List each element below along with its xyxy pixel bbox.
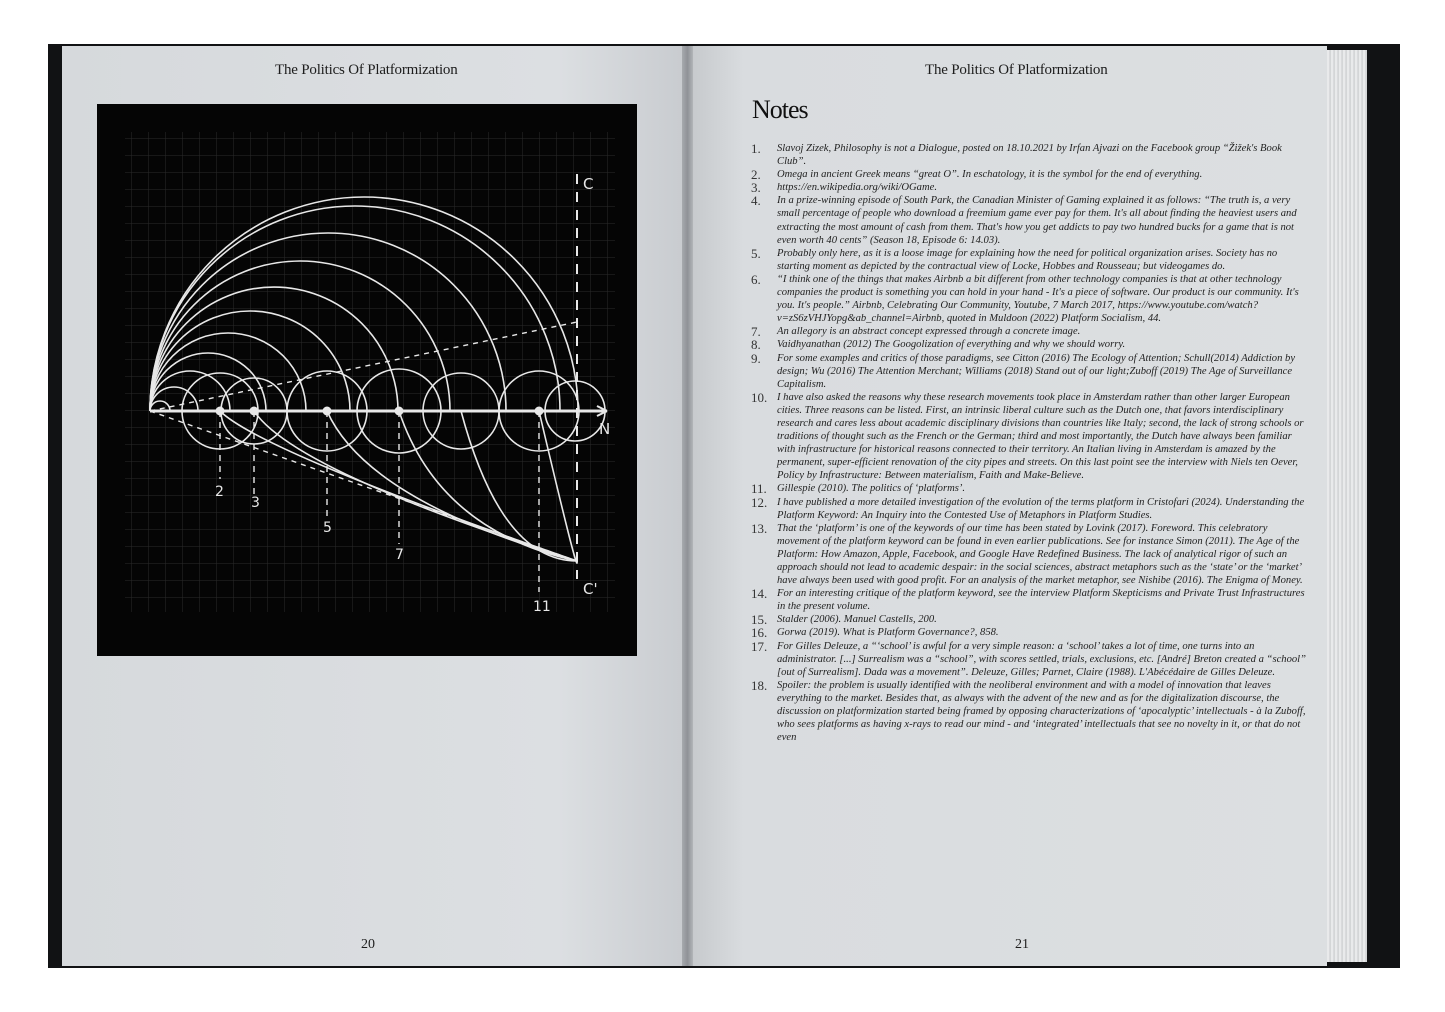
note-number: 15. bbox=[751, 612, 768, 628]
note-number: 9. bbox=[751, 350, 761, 366]
figure-label: 5 bbox=[323, 520, 332, 536]
note-item bbox=[751, 613, 1311, 626]
left-page-number: 20 bbox=[361, 937, 375, 952]
note-item bbox=[751, 168, 1311, 181]
note-number: 4. bbox=[751, 193, 761, 209]
note-text: Gorwa (2019). What is Platform Governance?, 858. bbox=[777, 627, 999, 639]
note-item bbox=[751, 626, 1311, 639]
note-number: 16. bbox=[751, 625, 768, 641]
note-text: For some examples and critics of those paradigms, see Citton (2016) The Ecology of Attention; Schull(2014) Addiction by design; Wu (2016) The Attention Merchant; Williams (2018) Stand out of our light;Zuboff (2019) The Age of Surveillance Capitalism. bbox=[777, 352, 1296, 390]
note-text: In a prize-winning episode of South Park, the Canadian Minister of Gaming explained it as follows: “The truth is, a very small percentage of people who download a freemium game ever pay for them. It's all about finding the heaviest users and extracting the most amount of cash from them. That's how you get addicts to pay two hundred bucks for a game that is not even worth 40 cents” (Season 18, Episode 6: 14.03). bbox=[777, 195, 1297, 246]
book-gutter bbox=[682, 46, 693, 966]
note-text: I have also asked the reasons why these research movements took place in Amsterdam rather than other larger European cities. Three reasons can be listed. First, an intrinsic liberal culture such as the Dutch one, that favors interdisciplinary research and cares less about academic disciplinary divisions than countries like Italy; second, the lack of strong schools or traditions of thought such as the French or the German; third and most importantly, the Dutch have always been familiar with infrastructure for historical reasons connected to their territory. An Italian living in Amsterdam is amazed by the permanent, super-efficient renovation of the city pipes and streets. On this last point see the interview with Niels ten Oever, Policy by Infrastructure: Between materialism, Faith and Make-Believe. bbox=[777, 391, 1304, 482]
figure-label: 2 bbox=[215, 484, 224, 500]
figure-label: C' bbox=[583, 580, 598, 598]
note-item bbox=[751, 391, 1311, 483]
note-number: 7. bbox=[751, 324, 761, 340]
note-text: Gillespie (2010). The politics of ‘platforms’. bbox=[777, 483, 966, 495]
left-running-head: The Politics Of Platformization bbox=[275, 62, 458, 78]
figure-label: C bbox=[583, 175, 594, 193]
note-number: 8. bbox=[751, 337, 761, 353]
note-text: For an interesting critique of the platform keyword, see the interview Platform Skepticisms and Private Trust Infrastructures in the present volume. bbox=[777, 588, 1305, 613]
note-item bbox=[751, 587, 1311, 613]
note-text: For Gilles Deleuze, a “‘school’ is awful for a very simple reason: a ‘school’ takes a lot of time, one turns into an administrator. [...] Surrealism was a “school”, with scores settled, trials, exclusions, etc. [André] Breton created a “school” [out of Surrealism]. Dada was a movement”. Deleuze, Gilles; Parnet, Claire (1988). L'Abécédaire de Gilles Deleuze. bbox=[777, 640, 1306, 678]
note-item bbox=[751, 325, 1311, 338]
note-item bbox=[751, 194, 1311, 246]
notes-heading: Notes bbox=[752, 95, 808, 124]
note-text: Vaidhyanathan (2012) The Googolization of everything and why we should worry. bbox=[777, 339, 1126, 351]
note-text: An allegory is an abstract concept expressed through a concrete image. bbox=[777, 326, 1081, 338]
note-number: 5. bbox=[751, 245, 761, 261]
note-text: Omega in ancient Greek means “great O”. In eschatology, it is the symbol for the end of everything. bbox=[777, 169, 1203, 181]
note-item bbox=[751, 181, 1311, 194]
note-number: 18. bbox=[751, 677, 768, 693]
note-item bbox=[751, 679, 1311, 744]
figure-label: 7 bbox=[395, 547, 404, 563]
note-text: Probably only here, as it is a loose image for explaining how the need for political organization arises. Society has no starting moment as depicted by the contractual view of Locke, Hobbes and Rousseau; but videogames do. bbox=[777, 247, 1278, 272]
geometric-diagram bbox=[97, 104, 637, 656]
note-number: 2. bbox=[751, 167, 761, 183]
note-item bbox=[751, 247, 1311, 273]
note-item bbox=[751, 352, 1311, 391]
note-item bbox=[751, 522, 1311, 587]
note-item bbox=[751, 142, 1311, 168]
note-number: 6. bbox=[751, 271, 761, 287]
notes-list bbox=[751, 142, 1311, 744]
note-item bbox=[751, 273, 1311, 325]
note-item bbox=[751, 496, 1311, 522]
note-item bbox=[751, 482, 1311, 495]
note-number: 17. bbox=[751, 638, 768, 654]
note-number: 13. bbox=[751, 520, 768, 536]
figure-label: 3 bbox=[251, 495, 260, 511]
chalkboard-figure bbox=[97, 104, 637, 656]
figure-label: 11 bbox=[533, 599, 551, 615]
right-page-number: 21 bbox=[1015, 937, 1029, 952]
figure-label: N bbox=[599, 420, 611, 438]
note-text: Spoiler: the problem is usually identified with the neoliberal environment and with a model of innovation that leaves everything to the market. Besides that, as always with the advent of the new and as for the digitalization discourse, the discussion on platformization started being framed by opposing characterizations of ‘apocalyptic’ intellectuals - à la Zuboff, who sees platforms as having x-rays to read our mind - and ‘integrated’ intellectuals that see no novelty in it, or that do not even bbox=[777, 679, 1306, 744]
note-number: 10. bbox=[751, 389, 768, 405]
note-number: 3. bbox=[751, 180, 761, 196]
note-text: Stalder (2006). Manuel Castells, 200. bbox=[777, 614, 937, 626]
note-number: 11. bbox=[751, 481, 767, 497]
note-item bbox=[751, 338, 1311, 351]
page-edges bbox=[1327, 50, 1367, 962]
note-text: “I think one of the things that makes Airbnb a bit different from other technology companies is that at other technology companies the product is something you can hold in your hand - It's a piece of software. Our product is our community. It's you. It's people.” Airbnb, Celebrating Our Community, Youtube, 7 March 2017, https://www.youtube.com/watch?v=zS6zVHJYopg&ab_channel=Airbnb, quoted in Muldoon (2022) Platform Socialism, 44. bbox=[777, 273, 1299, 325]
note-item bbox=[751, 640, 1311, 679]
note-text: That the ‘platform’ is one of the keywords of our time has been stated by Lovink (2017). Foreword. This celebratory movement of the platform keyword can be found in even earlier publications. See for instance Simon (2011). The Age of the Platform: How Amazon, Apple, Facebook, and Google Have Redefined Business. The lack of analytical rigor of such an approach should not lead to academic despair: in the social sciences, abstract metaphors such as the ‘state’ or the ‘market’ have always been used with good profit. For an analysis of the market metaphor, see Nishibe (2016). The Enigma of Money. bbox=[777, 522, 1303, 587]
note-number: 12. bbox=[751, 494, 768, 510]
note-number: 1. bbox=[751, 141, 761, 156]
note-text: https://en.wikipedia.org/wiki/OGame. bbox=[777, 182, 937, 194]
right-running-head: The Politics Of Platformization bbox=[925, 62, 1108, 78]
note-number: 14. bbox=[751, 586, 768, 602]
note-text: I have published a more detailed investigation of the evolution of the terms platform in Cristofari (2024). Understanding the Platform Keyword: An Inquiry into the Contested Use of Metaphors in Platform Studies. bbox=[777, 496, 1305, 521]
note-text: Slavoj Zizek, Philosophy is not a Dialogue, posted on 18.10.2021 by Irfan Ajvazi on the Facebook group “Žižek's Book Club”. bbox=[777, 143, 1282, 168]
